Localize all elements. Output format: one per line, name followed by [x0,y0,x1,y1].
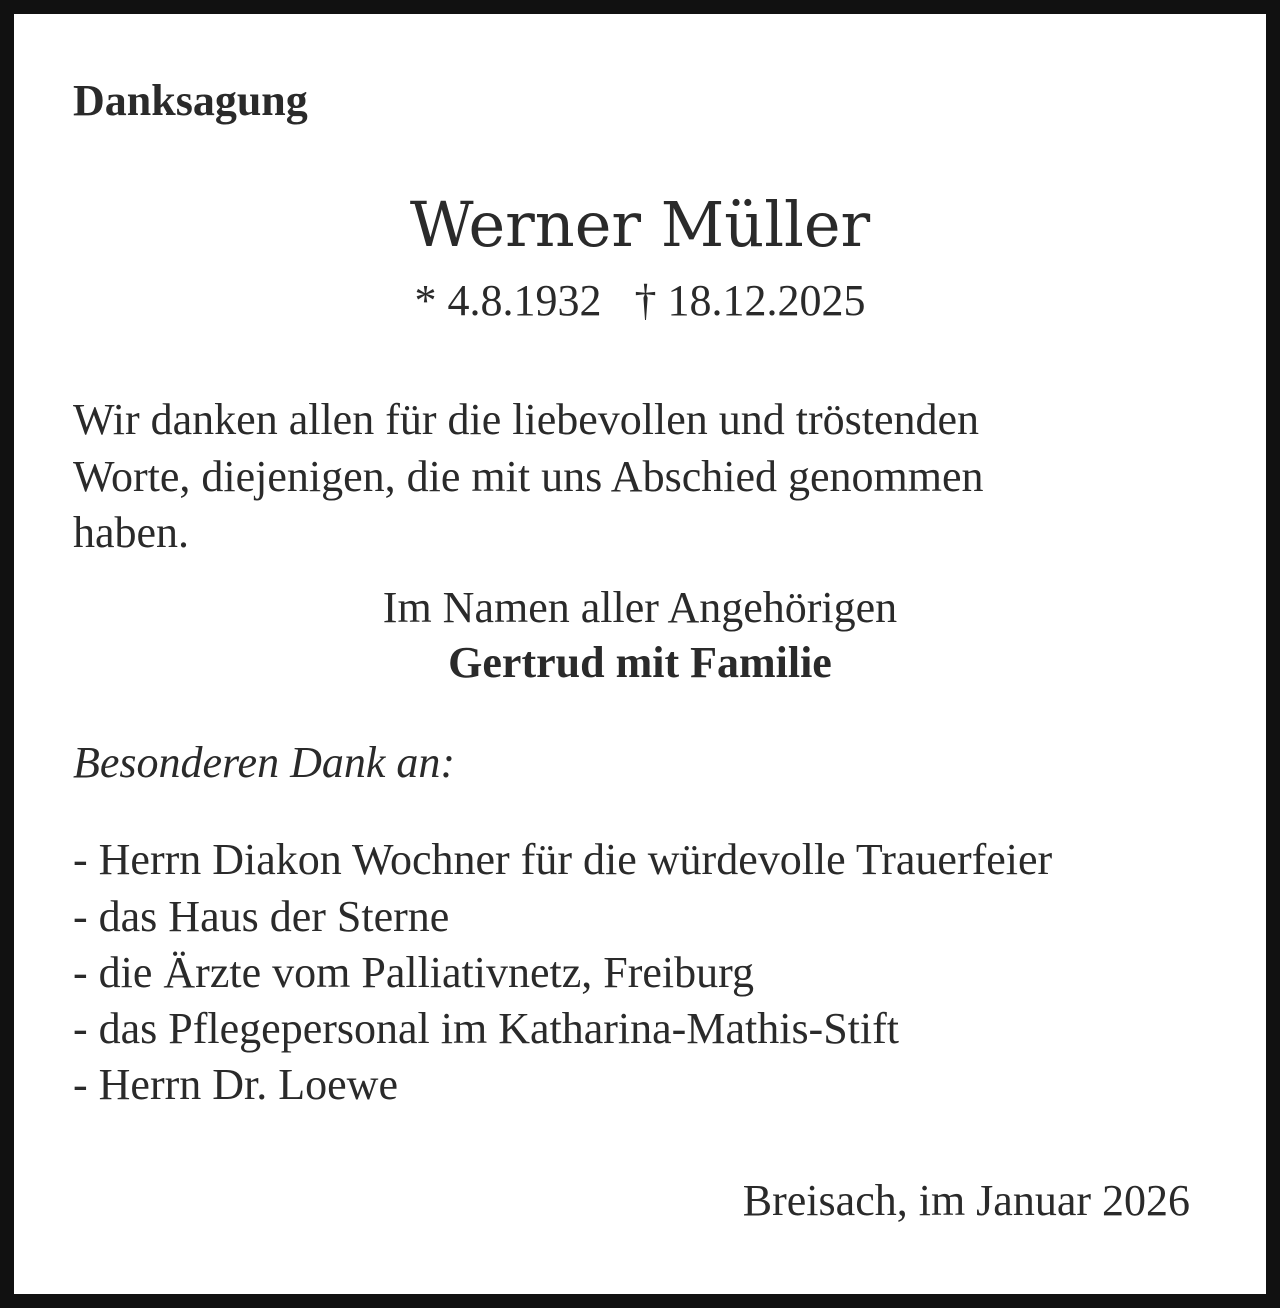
thanks-item: - die Ärzte vom Palliativnetz, Freiburg [73,948,755,997]
body-line: Wir danken allen für die liebevollen und tröstenden [73,395,980,444]
body-line: Worte, diejenigen, die mit uns Abschied genommen [73,452,984,501]
body-line: haben. [73,508,190,557]
thanks-item: - das Pflegepersonal im Katharina-Mathis-Stift [73,1004,900,1053]
signature-family: Gertrud mit Familie [448,638,832,687]
place-date: Breisach, im Januar 2026 [742,1176,1190,1225]
signature-line: Im Namen aller Angehörigen [382,583,898,632]
life-dates: * 4.8.1932 † 18.12.2025 [414,276,866,325]
obituary-notice [14,14,1266,1294]
thanks-item: - das Haus der Sterne [73,892,450,941]
thanks-heading: Besonderen Dank an: [73,738,456,787]
notice-heading: Danksagung [73,76,308,125]
thanks-item: - Herrn Dr. Loewe [73,1060,398,1109]
deceased-name: Werner Müller [409,188,871,261]
thanks-item: - Herrn Diakon Wochner für die würdevolle Trauerfeier [73,835,1053,884]
